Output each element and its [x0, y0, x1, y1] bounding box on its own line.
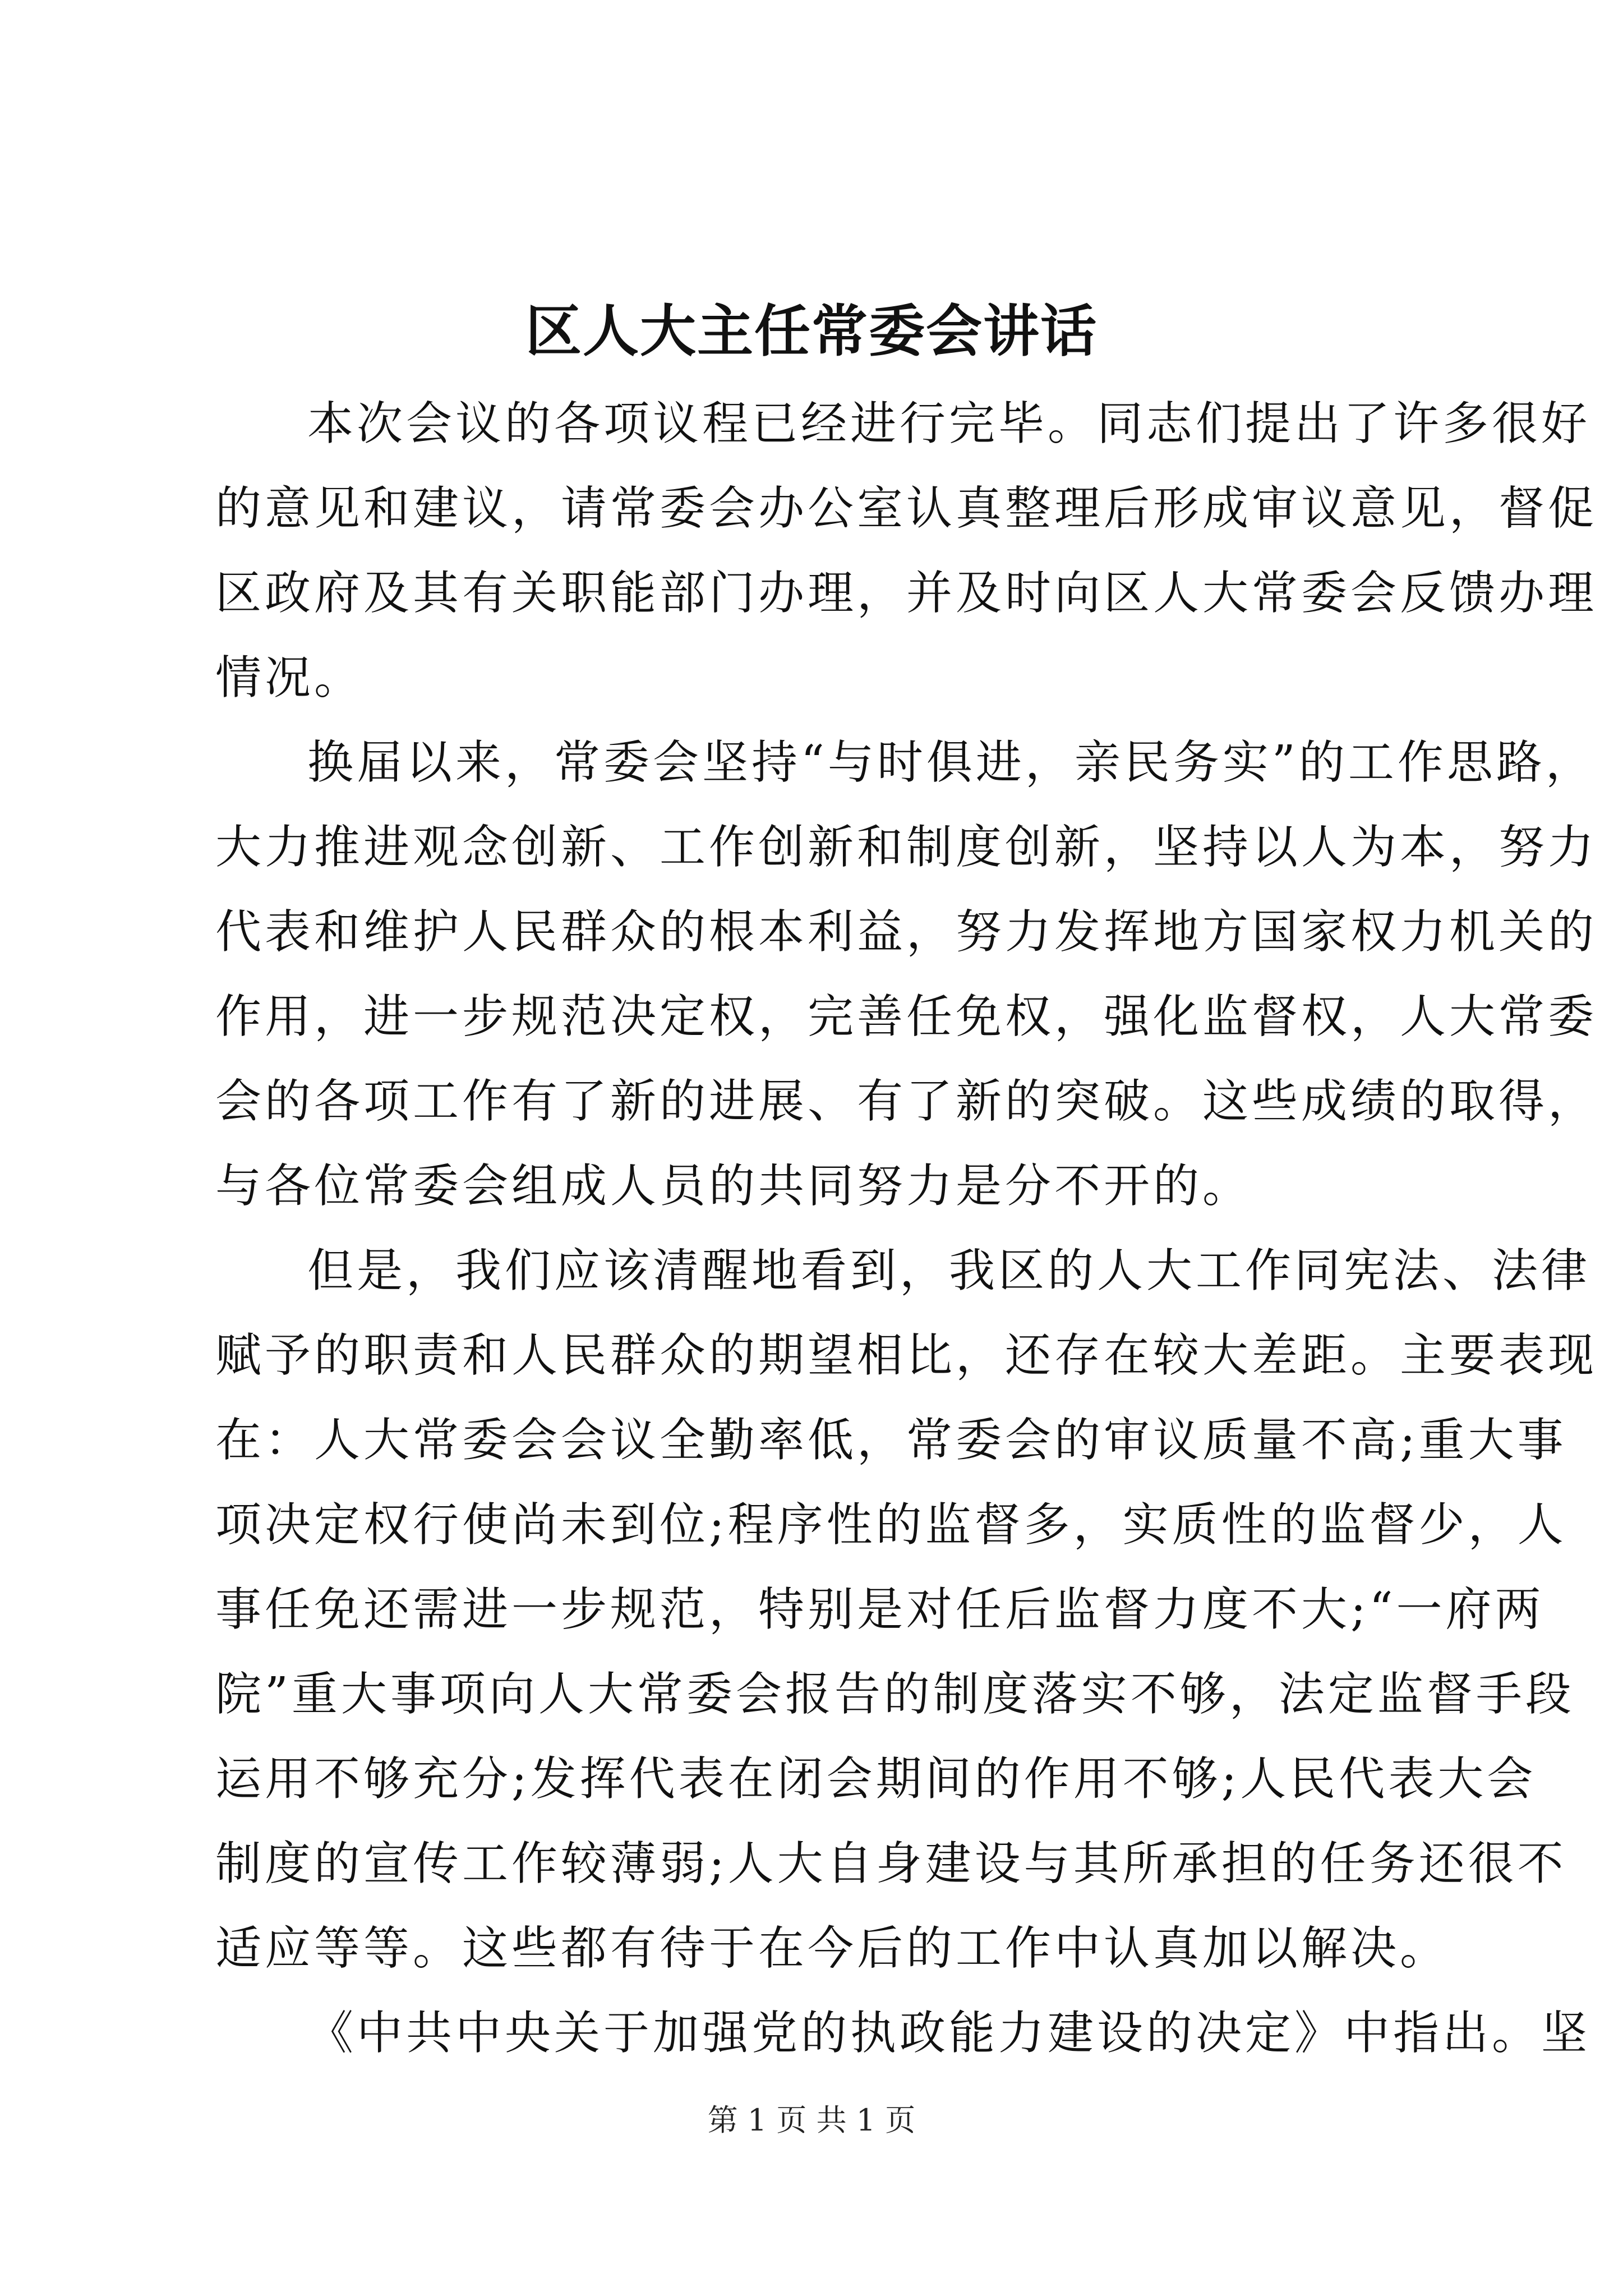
body-text-line: 换届以来，常委会坚持“与时俱进，亲民务实”的工作思路， [307, 736, 1595, 789]
body-text-line: 在：人大常委会会议全勤率低，常委会的审议质量不高;重大事 [215, 1414, 1567, 1467]
body-text-line: 项决定权行使尚未到位;程序性的监督多，实质性的监督少，人 [215, 1498, 1567, 1552]
body-text-line: 适应等等。这些都有待于在今后的工作中认真加以解决。 [215, 1922, 1450, 1975]
body-text-line: 本次会议的各项议程已经进行完毕。同志们提出了许多很好 [307, 397, 1591, 450]
body-text-line: 的意见和建议，请常委会办公室认真整理后形成审议意见，督促 [215, 482, 1598, 535]
body-text-line: 但是，我们应该清醒地看到，我区的人大工作同宪法、法律 [307, 1244, 1591, 1297]
body-text-line: 区政府及其有关职能部门办理，并及时向区人大常委会反馈办理 [215, 567, 1598, 620]
body-text-line: 与各位常委会组成人员的共同努力是分不开的。 [215, 1159, 1252, 1213]
body-text-line: 代表和维护人民群众的根本利益，努力发挥地方国家权力机关的 [215, 905, 1598, 959]
body-text-line: 运用不够充分;发挥代表在闭会期间的作用不够;人民代表大会 [215, 1752, 1537, 1806]
body-text-line: 会的各项工作有了新的进展、有了新的突破。这些成绩的取得， [215, 1075, 1598, 1128]
body-text-line: 情况。 [215, 651, 364, 705]
body-text-line: 院”重大事项向人大常委会报告的制度落实不够，法定监督手段 [215, 1668, 1575, 1721]
body-text-line: 《中共中央关于加强党的执政能力建设的决定》中指出。坚 [307, 2007, 1591, 2060]
document-title: 区人大主任常委会讲话 [525, 298, 1098, 364]
body-text-line: 赋予的职责和人民群众的期望相比，还存在较大差距。主要表现 [215, 1329, 1598, 1382]
body-text-line: 作用，进一步规范决定权，完善任免权，强化监督权，人大常委 [215, 990, 1598, 1043]
page-footer: 第 1 页 共 1 页 [707, 2102, 916, 2138]
document-body [215, 381, 1598, 2076]
body-text-line: 大力推进观念创新、工作创新和制度创新，坚持以人为本，努力 [215, 821, 1598, 874]
body-text-line: 事任免还需进一步规范，特别是对任后监督力度不大;“一府两 [215, 1583, 1544, 1636]
body-text-line: 制度的宣传工作较薄弱;人大自身建设与其所承担的任务还很不 [215, 1837, 1567, 1890]
